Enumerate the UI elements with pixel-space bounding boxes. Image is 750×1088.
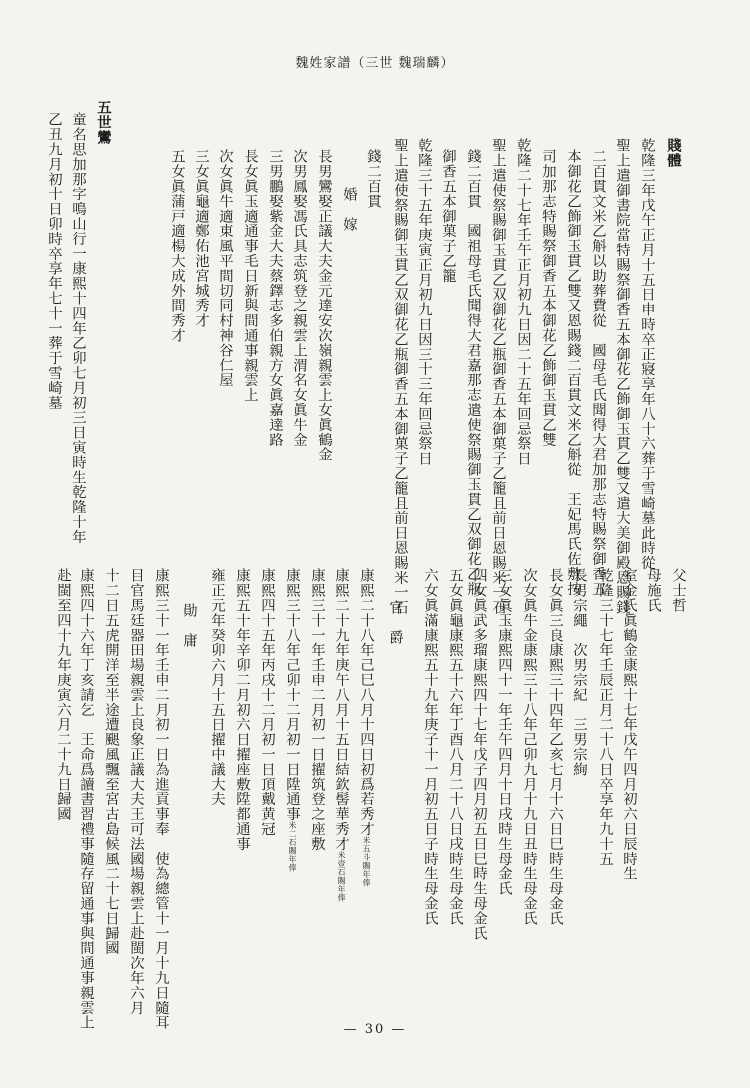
column-text: 康熙四十五年丙戌十二月初一日頂戴黄冠 <box>259 568 275 837</box>
column-text: 聖上遣御書院當特賜祭御香五本御花乙飾御玉貫乙雙又遣大美御殿恩賜錢 <box>614 138 630 615</box>
text-column <box>446 568 464 926</box>
text-column <box>613 138 631 615</box>
text-column <box>102 568 120 955</box>
text-column <box>386 600 404 645</box>
column-text: 官 爵 <box>387 600 403 645</box>
column-text: 六女眞滿康熙五十九年庚子十一月初五日子時生母金氏 <box>422 568 438 926</box>
text-column <box>45 112 63 410</box>
text-column <box>364 149 382 209</box>
page-header: 魏姓家譜（三世 魏瑞麟） <box>295 56 455 71</box>
text-column <box>495 568 513 896</box>
text-column <box>439 149 457 283</box>
stipend-note: 米五斗賜年俸 <box>362 836 371 888</box>
text-column <box>180 603 198 648</box>
text-column <box>570 568 588 777</box>
text-column <box>340 187 358 232</box>
text-column <box>564 149 582 596</box>
text-column <box>77 568 95 1030</box>
column-text: 乾隆二十七年壬午正月初九日因二十五年回忌祭日 <box>515 138 531 466</box>
column-text: 勛 庸 <box>181 603 197 648</box>
text-column <box>514 138 532 466</box>
text-column <box>357 568 375 887</box>
column-text: 四女眞武多瑠康熙四十七年戊子四月初五日巳時生母金氏 <box>471 568 487 941</box>
text-column <box>391 138 409 615</box>
column-text: 乾隆三十七年壬辰正月二十八日卒享年九十五 <box>597 568 613 866</box>
text-column <box>315 149 333 462</box>
column-text: 本御花乙飾御玉貫乙雙又恩賜錢二百貫文米乙斛從 王妃馬氏佐敷按 <box>565 149 581 596</box>
text-column <box>464 149 482 596</box>
column-text: 十二日五虎開洋至半途遭颶風飄至宮古島候風二十七日歸國 <box>103 568 119 956</box>
text-column <box>258 568 276 836</box>
column-text: 雍正元年癸卯六月十五日擢中議大夫 <box>209 568 225 807</box>
text-column <box>589 149 607 596</box>
column-text: 五世鸞 <box>95 100 112 145</box>
text-column <box>421 568 439 926</box>
column-text: 御香五本御菓子乙籠 <box>440 149 456 284</box>
text-column <box>470 568 488 941</box>
section-heading <box>94 100 112 145</box>
column-text: 童名思加那字鳴山行一康熙十四年乙卯七月初三日寅時生乾隆十年 <box>70 112 86 545</box>
column-text: 司加那志特賜祭御香五本御花乙飾御玉貫乙雙 <box>540 149 556 447</box>
column-text: 康熙二十八年己巳八月十四日初爲若秀才 <box>358 568 374 837</box>
text-column <box>152 568 170 1030</box>
text-column <box>54 568 72 821</box>
column-text: 聖上遣使祭賜御玉貫乙双御花乙瓶御香五本御菓子乙籠且前日恩賜米一石 <box>392 138 408 615</box>
column-text: 長男鸞娶正議大夫金元達安次嶺親雲上女眞鶴金 <box>316 149 332 462</box>
text-column <box>332 568 350 902</box>
text-column <box>638 138 656 570</box>
column-text: 母施氏 <box>645 568 661 613</box>
column-text: 室金氏眞鶴金康熙十七年戊午四月初六日辰時生 <box>621 568 637 881</box>
text-column <box>168 149 186 343</box>
text-column <box>644 568 662 613</box>
page-number: — 30 — <box>343 1022 407 1037</box>
text-column <box>620 568 638 881</box>
text-column <box>208 568 226 806</box>
column-text: 次男鳳娶馮氏具志筑登之親雲上渭名女眞牛金 <box>291 149 307 447</box>
column-text: 次女眞牛適東風平間切同村神谷仁屋 <box>217 149 233 388</box>
section-heading <box>664 138 682 168</box>
text-column <box>308 568 326 851</box>
column-text: 康熙二十九年庚午八月十五日結欽髻華秀才 <box>333 568 349 852</box>
text-column <box>283 568 301 872</box>
text-column <box>290 149 308 447</box>
stipend-note: 米二石賜年俸 <box>288 821 297 873</box>
text-column <box>520 568 538 926</box>
text-column <box>216 149 234 387</box>
column-text: 父士哲 <box>670 568 686 613</box>
column-text: 長女眞三良康熙三十四年乙亥七月十六日巳時生母金氏 <box>547 568 563 926</box>
text-column <box>669 568 687 613</box>
text-column <box>266 149 284 447</box>
text-column <box>539 149 557 447</box>
column-text: 乾隆三年戊午正月十五日申時卒正寢享年八十六葬于雪崎墓此時從 <box>639 138 655 571</box>
text-column <box>546 568 564 926</box>
column-text: 康熙三十一年壬申二月初一日擢筑登之座敷 <box>309 568 325 852</box>
column-text: 二百貫文米乙斛以助葬費從 國母毛氏聞得大君加那志特賜祭御香五 <box>590 149 606 596</box>
column-text: 康熙三十八年己卯十二月初一日陞通事 <box>284 568 300 822</box>
column-text: 五女眞龜康熙五十六年丁酉八月二十八日戌時生母金氏 <box>447 568 463 926</box>
column-text: 五女眞蒲戸適楊大成外間秀才 <box>169 149 185 343</box>
text-column <box>241 149 259 402</box>
text-column <box>415 138 433 466</box>
column-text: 聖上遣使祭賜御玉貫乙双御花乙瓶御香五本御菓子乙籠且前日恩賜米一石 <box>490 138 506 615</box>
column-text: 錢二百貫 國祖母毛氏聞得大君嘉那志遣使祭賜御玉貫乙双御花乙瓶 <box>465 149 481 596</box>
column-text: 三男鵬娶紫金大夫蔡鐸志多伯親方女眞嘉達路 <box>267 149 283 447</box>
column-text: 婚 嫁 <box>341 187 357 232</box>
column-text: 康熙三十一年壬申二月初一日為進貢事奉 使為總管十一月十九日隨耳 <box>153 568 169 1030</box>
column-text: 長男宗繩 次男宗紀 三男宗絢 <box>571 568 587 777</box>
column-text: 康熙四十六年丁亥請乞 王命爲讀書習禮事隨存留通事與間通事親雲上 <box>78 568 94 1030</box>
column-text: 三女眞龜適鄭佑池宮城秀才 <box>193 149 209 328</box>
text-column <box>127 568 145 1015</box>
column-text: 目官馬廷器田場親雲上良象正議大夫王可法國場親雲上赴閩次年六月 <box>128 568 144 1015</box>
text-column <box>233 568 251 851</box>
column-text: 赴閩至四十九年庚寅六月二十九日歸國 <box>55 568 71 822</box>
column-text: 康熙五十年辛卯二月初六日擢座敷陞都通事 <box>234 568 250 852</box>
column-text: 賤體 <box>665 138 682 168</box>
column-text: 長女眞玉適通事毛日新與間通事親雲上 <box>242 149 258 403</box>
column-text: 錢二百貫 <box>365 149 381 209</box>
column-text: 次女眞牛金康熙三十八年己卯九月十九日丑時生母金氏 <box>521 568 537 926</box>
column-text: 三女眞玉康熙四十一年壬午四月十日戌時生母金氏 <box>496 568 512 896</box>
text-column <box>192 149 210 328</box>
text-column <box>489 138 507 615</box>
column-text: 乾隆三十五年庚寅正月初九日因三十三年回忌祭日 <box>416 138 432 466</box>
column-text: 乙丑九月初十日卯時卒享年七十一葬于雪崎墓 <box>46 112 62 410</box>
text-column <box>69 112 87 544</box>
stipend-note: 米壹石賜年俸 <box>337 851 346 903</box>
text-column <box>596 568 614 866</box>
